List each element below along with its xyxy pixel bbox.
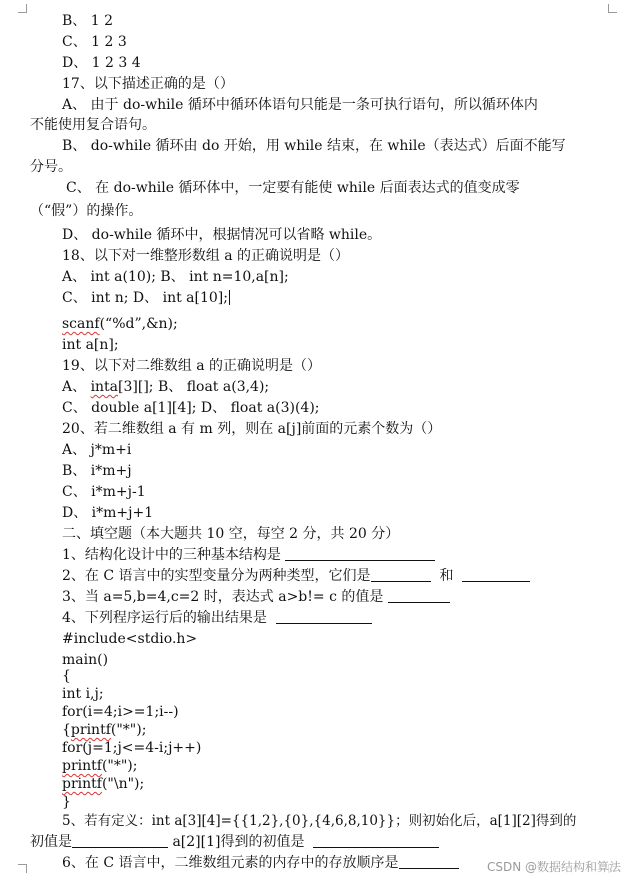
fill-question-3 [62, 588, 450, 606]
code-line [62, 315, 178, 333]
option-line: D、 i*m+j+1 [62, 505, 154, 521]
answer-blank [371, 567, 431, 582]
option-line-continued: （“假”）的操作。 [30, 203, 143, 219]
answer-blank [462, 567, 530, 582]
answer-blank [388, 588, 450, 603]
option-line: A、 j*m+i [62, 442, 132, 458]
fill-question-5: 5、若有定义：int a[3][4]={{1,2},{0},{4,6,8,10}}；则初始化后，a[1][2]得到的 [62, 813, 577, 829]
answer-blank [313, 833, 439, 848]
question-text: 1、结构化设计中的三种基本结构是 [62, 547, 281, 563]
option-line-continued: 不能使用复合语句。 [30, 117, 156, 133]
question-20: 20、若二维数组 a 有 m 列，则在 a[j]前面的元素个数为（） [62, 421, 442, 437]
spell-flagged-word: printf [70, 722, 111, 738]
option-line: C、 double a[1][4]; D、 float a(3)(4); [62, 400, 320, 416]
code-line: main() [62, 652, 109, 668]
code-line: #include<stdio.h> [62, 631, 198, 647]
page-corner-mark [608, 4, 617, 13]
code-line: } [62, 794, 71, 810]
question-18: 18、以下对一维整形数组 a 的正确说明是（） [62, 248, 350, 264]
answer-blank [285, 546, 435, 561]
code-line: for(i=4;i>=1;i--) [62, 704, 179, 720]
option-line: B、 i*m+j [62, 463, 132, 479]
question-text: 2、在 C 语言中的实型变量分为两种类型，它们是 [62, 568, 371, 584]
option-line: B、 do-while 循环由 do 开始，用 while 结束，在 while（表达式）后面不能写 [62, 138, 566, 154]
question-17: 17、以下描述正确的是（） [62, 76, 234, 92]
question-text: 初值是 [30, 834, 72, 850]
watermark: CSDN @数据结构和算法 [485, 857, 623, 876]
question-text: 4、下列程序运行后的输出结果是 [62, 610, 267, 626]
question-text: 3、当 a=5,b=4,c=2 时，表达式 a>b!= c 的值是 [62, 589, 384, 605]
option-line: A、 由于 do-while 循环中循环体语句只能是一条可执行语句，所以循环体内 [62, 97, 538, 113]
option-text: A、 [62, 379, 91, 395]
option-line: D、 1 2 3 4 [62, 55, 141, 71]
code-text: ("*"); [110, 722, 147, 738]
code-text: ("*"); [101, 758, 138, 774]
code-line: int i,j; [62, 686, 104, 702]
code-line: int a[n]; [62, 337, 119, 353]
option-line: D、 do-while 循环中，根据情况可以省略 while。 [62, 227, 382, 243]
option-line: B、 1 2 [62, 13, 114, 29]
text-cursor [229, 290, 230, 305]
fill-question-4 [62, 609, 372, 627]
code-text: { [62, 722, 71, 738]
option-text: [3][]; B、 float a(3,4); [118, 379, 270, 395]
option-line [62, 378, 269, 396]
spell-flagged-word: printf [62, 758, 102, 774]
code-line: { [62, 668, 71, 684]
answer-blank [72, 833, 168, 848]
fill-question-5-continued [30, 833, 439, 851]
code-line [62, 775, 144, 793]
section-heading: 二、填空题（本大题共 10 空，每空 2 分，共 20 分） [62, 526, 400, 542]
code-line: for(j=1;j<=4-i;j++) [62, 740, 202, 756]
code-text: ("\n"); [101, 776, 145, 792]
answer-blank [399, 854, 459, 869]
option-line: C、 i*m+j-1 [62, 484, 146, 500]
page-corner-mark [18, 864, 27, 873]
question-text: 和 [439, 568, 454, 584]
option-line: A、 int a(10); B、 int n=10,a[n]; [62, 269, 289, 285]
fill-question-6 [62, 854, 459, 872]
page-corner-mark [18, 4, 27, 13]
fill-question-1 [62, 546, 435, 564]
option-line: C、 在 do-while 循环体中，一定要有能使 while 后面表达式的值变成零 [66, 180, 520, 196]
option-text: C、 int n; D、 int a[10]; [62, 290, 228, 306]
fill-question-2 [62, 567, 530, 585]
code-line [62, 721, 146, 739]
spell-flagged-word: printf [62, 776, 102, 792]
question-19: 19、以下对二维数组 a 的正确说明是（） [62, 358, 322, 374]
code-line [62, 757, 138, 775]
option-line: C、 1 2 3 [62, 34, 127, 50]
spell-flagged-word: inta [90, 379, 119, 395]
option-line [62, 289, 230, 307]
question-text: 6、在 C 语言中，二维数组元素的内存中的存放顺序是 [62, 855, 399, 871]
answer-blank [276, 609, 372, 624]
code-text: (“%d”,&n); [99, 316, 178, 332]
spell-flagged-word: scanf [62, 316, 100, 332]
option-line-continued: 分号。 [30, 159, 72, 175]
question-text: a[2][1]得到的初值是 [172, 834, 305, 850]
